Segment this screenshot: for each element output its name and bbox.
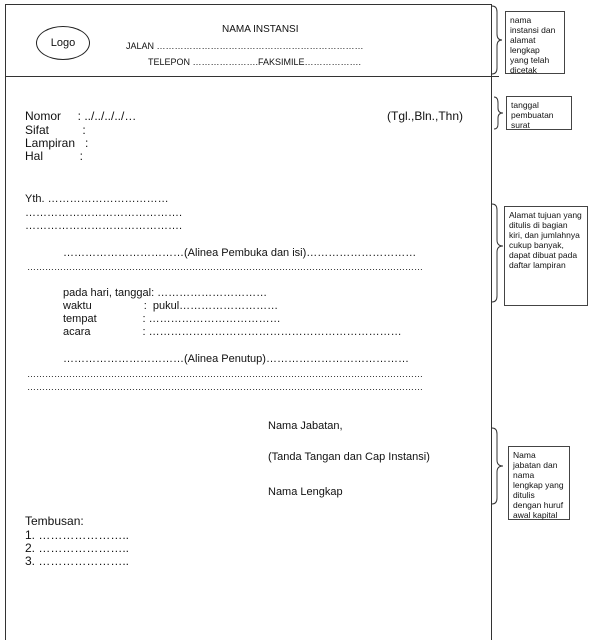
event-agenda: acara : ……………………………………………………………	[63, 326, 402, 338]
closing-paragraph-line2: ……………………………………………………………………………………………………………………	[27, 369, 423, 379]
signature-name: Nama Lengkap	[268, 486, 343, 498]
tembusan-title: Tembusan:	[25, 514, 84, 528]
opening-paragraph-line2: ……………………………………………………………………………………………………………………	[27, 262, 423, 272]
hal-field: Hal :	[25, 149, 84, 163]
event-time: waktu : pukul………………………	[63, 300, 279, 312]
event-place: tempat : ………………………………	[63, 313, 281, 325]
opening-paragraph: ……………………………(Alinea Pembuka dan isi)…………………………	[63, 247, 417, 259]
nomor-field: Nomor : ../../../../…	[25, 109, 137, 123]
signature-stamp: (Tanda Tangan dan Cap Instansi)	[268, 451, 430, 463]
event-day-date: pada hari, tanggal: …………………………	[63, 287, 268, 299]
signature-title: Nama Jabatan,	[268, 420, 343, 432]
address-line-2: …………………………………….	[25, 207, 183, 219]
header-divider	[5, 76, 499, 77]
note-tanggal: tanggal pembuatan surat	[506, 96, 572, 130]
sifat-field: Sifat :	[25, 123, 86, 137]
closing-paragraph-line3: ……………………………………………………………………………………………………………………	[27, 382, 423, 392]
tanggal-field: (Tgl.,Bln.,Thn)	[387, 109, 464, 123]
address-yth: Yth. ……………………………	[25, 193, 169, 205]
note-alamat: Alamat tujuan yang ditulis di bagian kiri, dan jumlahnya cukup banyak, dapat dibuat pada daftar lampiran	[504, 206, 588, 306]
bracket-address	[492, 204, 503, 302]
bracket-header	[492, 6, 502, 74]
tembusan-item: 2. …………………..	[25, 541, 130, 555]
tembusan-item: 3. …………………..	[25, 554, 130, 568]
logo-placeholder: Logo	[36, 26, 90, 60]
lampiran-field: Lampiran :	[25, 136, 89, 150]
tembusan-item: 1. …………………..	[25, 528, 130, 542]
bracket-signature	[492, 428, 503, 504]
closing-paragraph: ……………………………(Alinea Penutup)…………………………………	[63, 353, 409, 365]
instansi-address: JALAN ……………………………………………………………	[126, 41, 364, 51]
bracket-date	[494, 97, 503, 129]
note-jabatan: Nama jabatan dan nama lengkap yang ditulis dengan huruf awal kapital	[508, 446, 570, 520]
instansi-name: NAMA INSTANSI	[222, 24, 299, 35]
address-line-3: …………………………………….	[25, 220, 183, 232]
instansi-phone-fax: TELEPON ………………….FAKSIMILE……………….	[148, 57, 362, 67]
note-instansi: nama instansi dan alamat lengkap yang telah dicetak	[505, 11, 565, 74]
